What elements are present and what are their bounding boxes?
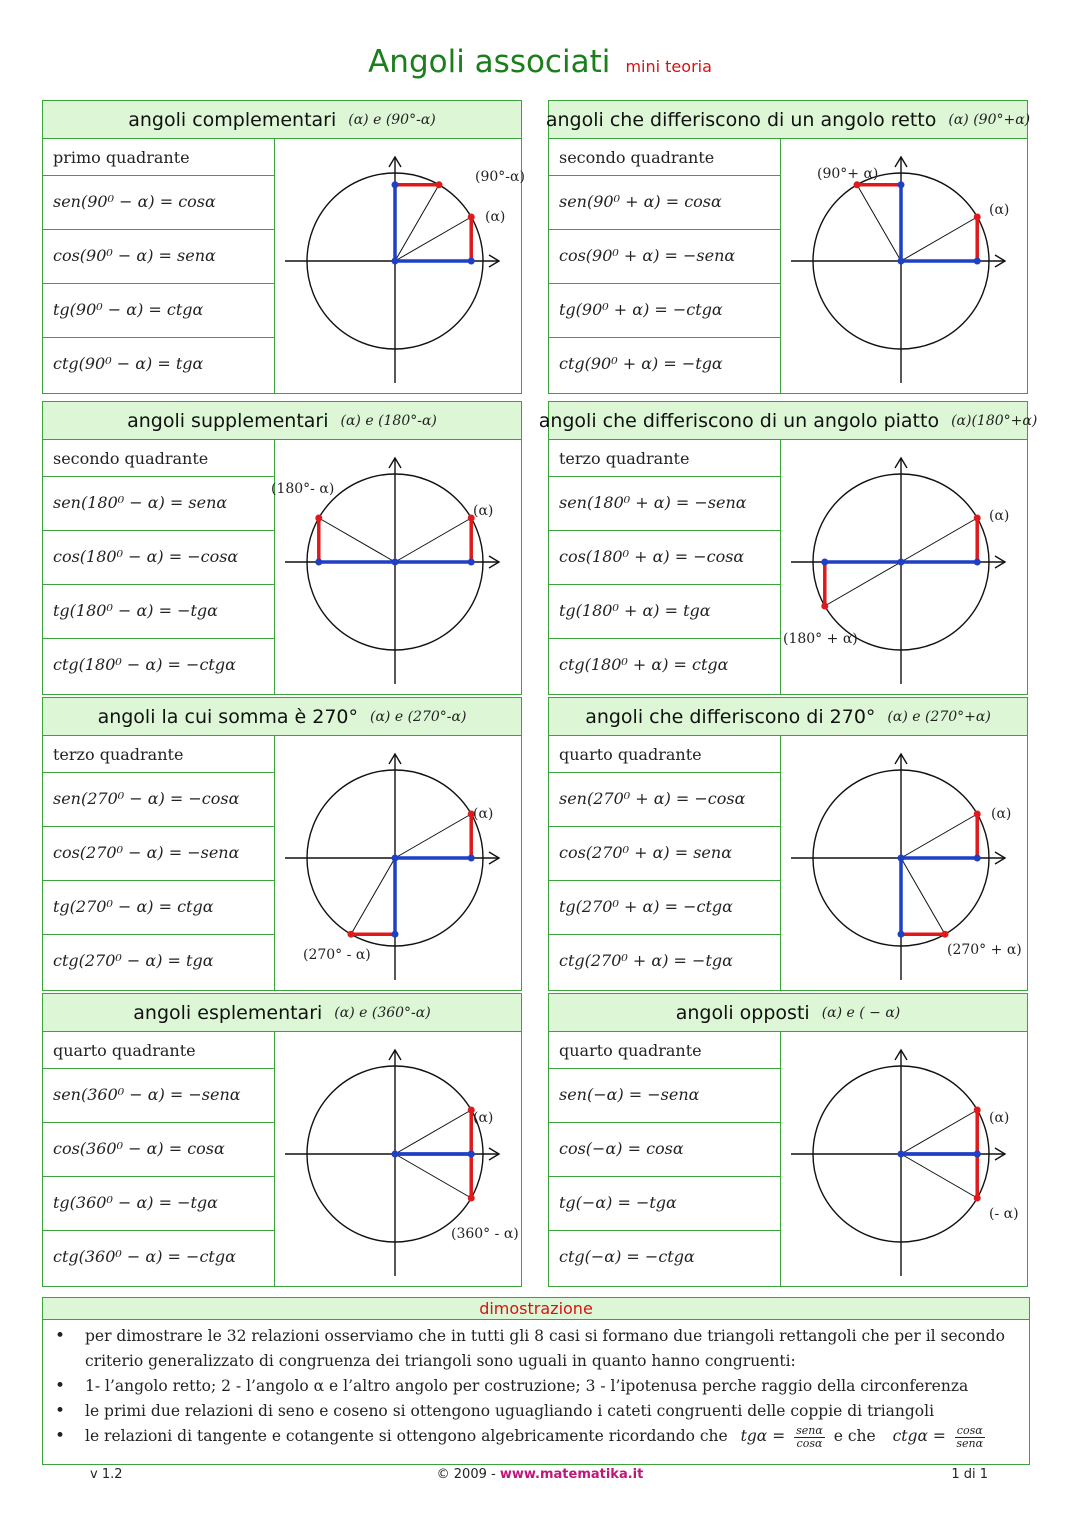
formula-box bbox=[538, 401, 1038, 695]
box-body bbox=[549, 139, 1027, 393]
demonstration-heading: dimostrazione bbox=[43, 1298, 1029, 1320]
box-body bbox=[43, 440, 521, 694]
angle-label: (α) bbox=[473, 503, 494, 519]
formula-list bbox=[549, 440, 781, 694]
alpha-foot-point bbox=[468, 855, 475, 862]
radius-associated bbox=[825, 562, 901, 606]
unit-circle-diagram bbox=[783, 440, 1027, 694]
diagram-svg bbox=[783, 139, 1027, 393]
formula-list bbox=[549, 139, 781, 393]
formula-row: tg(180⁰ − α) = −tgα bbox=[43, 585, 274, 639]
box-heading-title: angoli esplementari bbox=[133, 1001, 323, 1024]
title-main: Angoli associati bbox=[368, 44, 611, 80]
unit-circle-diagram bbox=[277, 139, 525, 393]
box-body bbox=[43, 736, 521, 990]
formula-row: cos(−α) = cosα bbox=[549, 1123, 780, 1177]
quadrant-label: quarto quadrante bbox=[549, 736, 780, 773]
quadrant-label: secondo quadrante bbox=[43, 440, 274, 477]
diagram-svg bbox=[783, 1032, 1027, 1286]
unit-circle-diagram bbox=[271, 440, 521, 694]
quadrant-label: secondo quadrante bbox=[549, 139, 780, 176]
angle-label: (180°- α) bbox=[271, 481, 335, 497]
diagram-svg bbox=[277, 736, 521, 990]
alpha-point bbox=[974, 811, 981, 818]
box-body bbox=[549, 1032, 1027, 1286]
formula-row: sen(90⁰ − α) = cosα bbox=[43, 176, 274, 230]
formula-row: tg(90⁰ − α) = ctgα bbox=[43, 284, 274, 338]
associated-foot-point bbox=[392, 181, 399, 188]
angle-label: (360° - α) bbox=[451, 1226, 519, 1242]
alpha-foot-point bbox=[468, 258, 475, 265]
ctg-denominator: senα bbox=[956, 1436, 984, 1450]
alpha-point bbox=[974, 214, 981, 221]
demo-bullet: • 1- l’angolo retto; 2 - l’angolo α e l’altro angolo per costruzione; 3 - l’ipotenusa perche raggio della circonferenza bbox=[43, 1374, 1029, 1399]
box-heading-title: angoli complementari bbox=[128, 108, 337, 131]
demonstration-list bbox=[43, 1320, 1029, 1450]
alpha-point bbox=[468, 214, 475, 221]
radius-associated bbox=[901, 1154, 977, 1198]
radius-alpha bbox=[901, 518, 977, 562]
radius-alpha bbox=[395, 814, 471, 858]
radius-alpha bbox=[395, 1110, 471, 1154]
formula-row: ctg(90⁰ + α) = −tgα bbox=[559, 354, 723, 373]
quadrant-label: terzo quadrante bbox=[549, 440, 780, 477]
box-body bbox=[43, 1032, 521, 1286]
tg-fraction bbox=[794, 1425, 825, 1450]
associated-point bbox=[854, 181, 861, 188]
associated-foot-point bbox=[898, 931, 905, 938]
associated-foot-point bbox=[821, 559, 828, 566]
angle-label: (α) bbox=[989, 202, 1010, 218]
formula-box bbox=[42, 993, 522, 1287]
box-body bbox=[43, 139, 525, 393]
quadrant-label: primo quadrante bbox=[43, 139, 274, 176]
site-link[interactable]: www.matematika.it bbox=[499, 1467, 644, 1482]
formula-row: cos(270⁰ − α) = −senα bbox=[43, 827, 274, 881]
formula-list bbox=[43, 440, 275, 694]
unit-circle-diagram bbox=[277, 1032, 521, 1286]
unit-circle-diagram bbox=[783, 139, 1027, 393]
quadrant-label: quarto quadrante bbox=[43, 1032, 274, 1069]
radius-alpha bbox=[395, 518, 471, 562]
associated-point bbox=[315, 515, 322, 522]
box-heading-angles: (α) e (270°+α) bbox=[887, 708, 991, 725]
origin-point bbox=[392, 559, 399, 566]
formula-list bbox=[43, 139, 275, 393]
unit-circle-diagram bbox=[783, 1032, 1027, 1286]
tg-lhs: tgα = bbox=[740, 1427, 786, 1445]
radius-alpha bbox=[395, 217, 471, 261]
diagram-svg bbox=[271, 440, 521, 694]
quadrant-label: terzo quadrante bbox=[43, 736, 274, 773]
box-heading-title: angoli che differiscono di un angolo retto bbox=[545, 108, 937, 131]
angle-label: (α) bbox=[991, 806, 1012, 822]
formula-row: cos(90⁰ − α) = senα bbox=[43, 230, 274, 284]
diagram-svg bbox=[783, 736, 1027, 990]
associated-point bbox=[821, 603, 828, 610]
box-heading-angles: (α) e (90°-α) bbox=[348, 111, 436, 128]
formula-box bbox=[545, 100, 1031, 394]
unit-circle-diagram bbox=[783, 736, 1027, 990]
box-heading bbox=[43, 994, 521, 1032]
box-heading-angles: (α) e (180°-α) bbox=[340, 412, 437, 429]
formula-row: sen(90⁰ + α) = cosα bbox=[549, 176, 780, 230]
quadrant-label: quarto quadrante bbox=[549, 1032, 780, 1069]
page-number: 1 di 1 bbox=[951, 1467, 988, 1482]
angle-label: (α) bbox=[989, 508, 1010, 524]
diagram-svg bbox=[277, 139, 525, 393]
formula-row: sen(270⁰ + α) = −cosα bbox=[549, 773, 780, 827]
ctg-lhs: ctgα = bbox=[892, 1427, 946, 1445]
box-heading-angles: (α) e (360°-α) bbox=[334, 1004, 431, 1021]
formula-box bbox=[42, 100, 525, 394]
copyright-text: © 2009 - bbox=[436, 1467, 500, 1482]
associated-point bbox=[942, 931, 949, 938]
demo-middle: e che bbox=[833, 1427, 876, 1445]
angle-label: (90°+ α) bbox=[817, 166, 879, 182]
formula-row: tg(270⁰ − α) = ctgα bbox=[43, 881, 274, 935]
formula-row: ctg(180⁰ − α) = −ctgα bbox=[53, 655, 236, 674]
unit-circle-diagram bbox=[277, 736, 521, 990]
diagram-svg bbox=[277, 1032, 521, 1286]
formula-row: tg(90⁰ + α) = −ctgα bbox=[549, 284, 780, 338]
angle-label: (180° + α) bbox=[783, 631, 858, 647]
box-heading-title: angoli che differiscono di 270° bbox=[585, 705, 876, 728]
formula-row: ctg(180⁰ + α) = ctgα bbox=[559, 655, 729, 674]
ctg-fraction bbox=[955, 1425, 985, 1450]
formula-row: sen(180⁰ + α) = −senα bbox=[549, 477, 780, 531]
alpha-foot-point bbox=[974, 855, 981, 862]
radius-associated bbox=[319, 518, 395, 562]
associated-point bbox=[468, 1195, 475, 1202]
box-heading-angles: (α) (90°+α) bbox=[948, 111, 1031, 128]
formula-box bbox=[42, 697, 522, 991]
formula-list bbox=[549, 1032, 781, 1286]
box-heading-angles: (α) e (270°-α) bbox=[370, 708, 467, 725]
associated-foot-point bbox=[392, 931, 399, 938]
associated-point bbox=[348, 931, 355, 938]
alpha-foot-point bbox=[974, 258, 981, 265]
formula-row: cos(180⁰ − α) = −cosα bbox=[43, 531, 274, 585]
box-body bbox=[549, 736, 1027, 990]
radius-associated bbox=[351, 858, 395, 934]
demonstration-panel bbox=[42, 1297, 1030, 1465]
origin-point bbox=[898, 855, 905, 862]
formula-box bbox=[548, 993, 1028, 1287]
ctg-numerator: cosα bbox=[956, 1423, 983, 1437]
radius-associated bbox=[395, 185, 439, 261]
origin-point bbox=[392, 1151, 399, 1158]
box-heading-title: angoli supplementari bbox=[127, 409, 329, 432]
radius-associated bbox=[857, 185, 901, 261]
formula-row: cos(180⁰ + α) = −cosα bbox=[549, 531, 780, 585]
copyright bbox=[0, 1467, 1080, 1482]
box-heading bbox=[43, 402, 521, 440]
box-heading bbox=[43, 698, 521, 736]
box-heading-title: angoli la cui somma è 270° bbox=[97, 705, 359, 728]
angle-label: (- α) bbox=[989, 1206, 1019, 1222]
angle-label: (90°-α) bbox=[475, 169, 525, 185]
formula-row: cos(360⁰ − α) = cosα bbox=[43, 1123, 274, 1177]
formula-row: cos(90⁰ + α) = −senα bbox=[549, 230, 780, 284]
demo-bullet-text: le relazioni di tangente e cotangente si ottengono algebricamente ricordando che bbox=[85, 1427, 728, 1445]
tg-numerator: senα bbox=[796, 1423, 823, 1437]
angle-label: (α) bbox=[473, 1110, 494, 1126]
origin-point bbox=[898, 559, 905, 566]
formula-list bbox=[43, 1032, 275, 1286]
demo-bullet-tangent bbox=[43, 1424, 1029, 1450]
origin-point bbox=[898, 1151, 905, 1158]
angle-label: (α) bbox=[473, 806, 494, 822]
formula-row: ctg(360⁰ − α) = −ctgα bbox=[53, 1247, 236, 1266]
formula-row: ctg(−α) = −ctgα bbox=[559, 1247, 695, 1266]
origin-point bbox=[898, 258, 905, 265]
diagram-svg bbox=[783, 440, 1027, 694]
alpha-foot-point bbox=[974, 559, 981, 566]
page-title bbox=[0, 44, 1080, 80]
formula-row: sen(360⁰ − α) = −senα bbox=[43, 1069, 274, 1123]
associated-foot-point bbox=[468, 1151, 475, 1158]
associated-foot-point bbox=[974, 1151, 981, 1158]
box-heading-angles: (α)(180°+α) bbox=[951, 412, 1038, 429]
title-sub: mini teoria bbox=[625, 57, 712, 76]
formula-row: ctg(90⁰ − α) = tgα bbox=[53, 354, 204, 373]
angle-label: (270° + α) bbox=[947, 942, 1022, 958]
radius-associated bbox=[901, 858, 945, 934]
associated-point bbox=[436, 181, 443, 188]
radius-associated bbox=[395, 1154, 471, 1198]
formula-box bbox=[42, 401, 522, 695]
formula-row: sen(180⁰ − α) = senα bbox=[43, 477, 274, 531]
alpha-point bbox=[974, 1107, 981, 1114]
formula-row: sen(−α) = −senα bbox=[549, 1069, 780, 1123]
radius-alpha bbox=[901, 217, 977, 261]
angle-label: (α) bbox=[485, 209, 506, 225]
alpha-foot-point bbox=[468, 559, 475, 566]
demo-bullet: • per dimostrare le 32 relazioni osserviamo che in tutti gli 8 casi si formano due triangoli rettangoli che per il secondo criterio generalizzato di congruenza dei triangoli sono uguali in quanto hanno congruenti: bbox=[43, 1324, 1029, 1374]
formula-row: tg(360⁰ − α) = −tgα bbox=[43, 1177, 274, 1231]
box-heading-title: angoli che differiscono di un angolo piatto bbox=[538, 409, 940, 432]
box-heading-angles: (α) e ( − α) bbox=[821, 1004, 901, 1021]
formula-row: sen(270⁰ − α) = −cosα bbox=[43, 773, 274, 827]
box-heading bbox=[545, 101, 1031, 139]
associated-foot-point bbox=[898, 181, 905, 188]
version-label: v 1.2 bbox=[90, 1467, 123, 1482]
box-heading bbox=[538, 402, 1038, 440]
formula-box bbox=[548, 697, 1028, 991]
angle-label: (α) bbox=[989, 1110, 1010, 1126]
angle-label: (270° - α) bbox=[303, 947, 371, 963]
radius-alpha bbox=[901, 1110, 977, 1154]
box-heading bbox=[43, 101, 521, 139]
formula-row: ctg(270⁰ − α) = tgα bbox=[53, 951, 214, 970]
formula-row: tg(180⁰ + α) = tgα bbox=[549, 585, 780, 639]
formula-row: ctg(270⁰ + α) = −tgα bbox=[559, 951, 733, 970]
associated-foot-point bbox=[315, 559, 322, 566]
formula-row: cos(270⁰ + α) = senα bbox=[549, 827, 780, 881]
origin-point bbox=[392, 855, 399, 862]
formula-list bbox=[43, 736, 275, 990]
box-heading-title: angoli opposti bbox=[675, 1001, 810, 1024]
alpha-point bbox=[974, 515, 981, 522]
radius-alpha bbox=[901, 814, 977, 858]
formula-list bbox=[549, 736, 781, 990]
demo-bullet: • le primi due relazioni di seno e coseno si ottengono uguagliando i cateti congruenti delle coppie di triangoli bbox=[43, 1399, 1029, 1424]
formula-row: tg(270⁰ + α) = −ctgα bbox=[549, 881, 780, 935]
formula-row: tg(−α) = −tgα bbox=[549, 1177, 780, 1231]
box-heading bbox=[549, 994, 1027, 1032]
associated-point bbox=[974, 1195, 981, 1202]
origin-point bbox=[392, 258, 399, 265]
box-body bbox=[549, 440, 1027, 694]
tg-denominator: cosα bbox=[796, 1436, 823, 1450]
box-heading bbox=[549, 698, 1027, 736]
